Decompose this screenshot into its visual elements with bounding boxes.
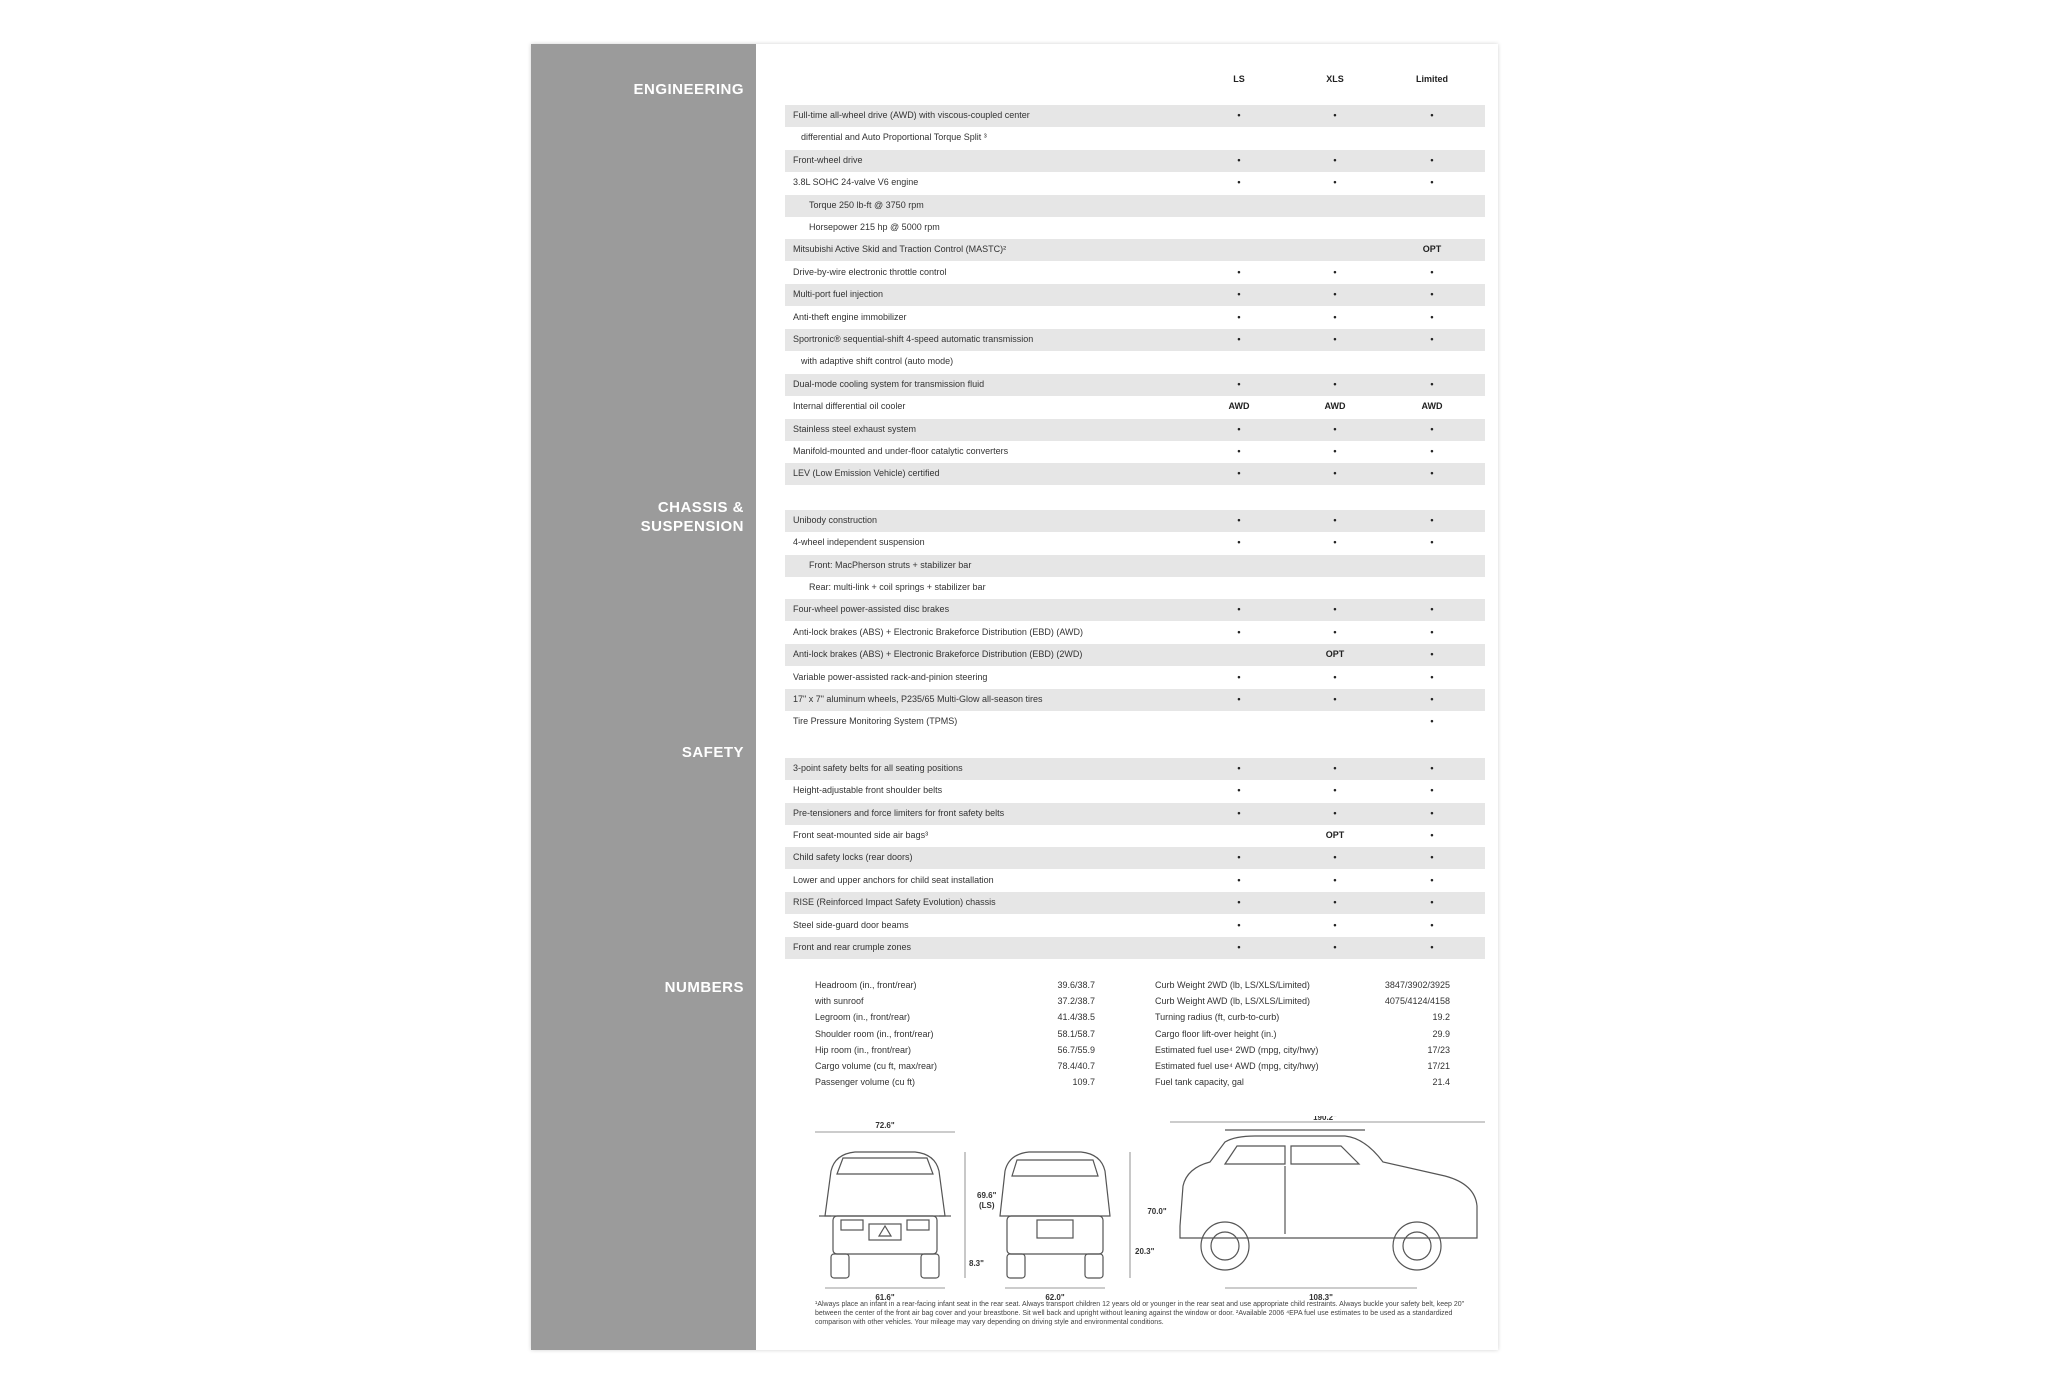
spec-row-label: 3-point safety belts for all seating positions (793, 762, 963, 773)
spec-cell-limited: • (1430, 378, 1434, 389)
spec-cell-limited: • (1430, 671, 1434, 682)
spec-cell-ls: • (1237, 537, 1241, 548)
spec-cell-ls: • (1237, 289, 1241, 300)
spec-cell-ls: • (1237, 154, 1241, 165)
spec-cell-limited: • (1430, 874, 1434, 885)
spec-row-label: 4-wheel independent suspension (793, 537, 925, 548)
spec-cell-xls: AWD (1324, 401, 1346, 412)
numbers-label: Curb Weight 2WD (lb, LS/XLS/Limited) (1155, 980, 1310, 990)
spec-row-label: Height-adjustable front shoulder belts (793, 785, 943, 796)
spec-cell-xls: • (1333, 807, 1337, 818)
spec-cell-limited: • (1430, 289, 1434, 300)
numbers-value: 78.4/40.7 (1057, 1061, 1095, 1071)
spec-cell-ls: • (1237, 468, 1241, 479)
spec-cell-limited: • (1430, 334, 1434, 344)
spec-row (785, 217, 1485, 239)
numbers-value: 3847/3902/3925 (1384, 980, 1450, 990)
spec-row (785, 396, 1485, 418)
spec-cell-ls: • (1237, 311, 1241, 322)
spec-cell-ls: • (1237, 852, 1241, 863)
dim-front-width: 72.6" (875, 1121, 895, 1130)
spec-row-label: Internal differential oil cooler (793, 401, 906, 412)
spec-cell-xls: • (1333, 785, 1337, 796)
spec-cell-xls: OPT (1325, 649, 1345, 660)
spec-cell-ls: • (1237, 942, 1241, 952)
spec-cell-limited: • (1430, 716, 1434, 727)
spec-row-label: Lower and upper anchors for child seat installation (793, 874, 994, 885)
numbers-label: Curb Weight AWD (lb, LS/XLS/Limited) (1155, 996, 1311, 1007)
numbers-value: 37.2/38.7 (1057, 996, 1095, 1007)
numbers-value: 19.2 (1432, 1012, 1450, 1023)
spec-cell-ls: • (1237, 334, 1241, 344)
spec-cell-ls: • (1237, 446, 1241, 456)
spec-row (785, 667, 1485, 689)
numbers-label: Shoulder room (in., front/rear) (815, 1028, 934, 1039)
spec-cell-xls: • (1333, 289, 1337, 300)
spec-row (785, 172, 1485, 194)
numbers-value: 4075/4124/4158 (1384, 996, 1450, 1007)
spec-row-label: Torque 250 lb-ft @ 3750 rpm (809, 199, 924, 210)
spec-cell-limited: • (1430, 942, 1434, 952)
spec-row-label: Front-wheel drive (793, 154, 863, 165)
numbers-value: 56.7/55.9 (1057, 1044, 1095, 1055)
numbers-label: Cargo volume (cu ft, max/rear) (815, 1061, 938, 1071)
spec-cell-ls: • (1237, 378, 1241, 389)
spec-cell-xls: • (1333, 942, 1337, 952)
spec-cell-xls: • (1333, 154, 1337, 165)
spec-cell-limited: • (1430, 423, 1434, 434)
spec-row (785, 127, 1485, 149)
spec-row-label: Front seat-mounted side air bags³ (793, 830, 929, 840)
numbers-value: 17/23 (1427, 1044, 1450, 1055)
section-title-numbers (665, 978, 744, 997)
numbers-row (815, 1059, 1100, 1075)
spec-cell-xls: • (1333, 762, 1337, 773)
spec-cell-xls: • (1333, 537, 1337, 548)
spec-cell-xls: • (1333, 311, 1337, 322)
numbers-row (1155, 994, 1455, 1010)
spec-cell-xls: • (1333, 694, 1337, 704)
spec-cell-ls: • (1237, 604, 1241, 615)
numbers-row (1155, 1027, 1455, 1043)
section-title-line: NUMBERS (664, 979, 744, 996)
dim-rear-height: 20.3" (1135, 1247, 1155, 1256)
spec-row (785, 351, 1485, 373)
spec-cell-xls: • (1333, 423, 1337, 434)
spec-cell-ls: • (1237, 423, 1241, 434)
spec-row-label: Child safety locks (rear doors) (793, 852, 913, 863)
spec-row-label: Variable power-assisted rack-and-pinion steering (793, 671, 988, 682)
spec-row (785, 150, 1485, 172)
numbers-row (1155, 1010, 1455, 1026)
numbers-row (815, 978, 1100, 994)
spec-cell-limited: • (1430, 154, 1434, 165)
spec-cell-limited: • (1430, 830, 1434, 840)
spec-cell-limited: • (1430, 266, 1434, 277)
column-header-xls: XLS (1326, 74, 1344, 84)
spec-cell-limited: • (1430, 514, 1434, 525)
section-title-chassis (641, 498, 744, 536)
spec-row (785, 780, 1485, 802)
spec-cell-ls: • (1237, 919, 1241, 930)
numbers-label: Headroom (in., front/rear) (815, 980, 917, 990)
section-title-line: SUSPENSION (640, 518, 744, 535)
spec-row (785, 825, 1485, 847)
spec-cell-xls: OPT (1325, 830, 1345, 840)
dim-ground-clearance: 8.3" (969, 1259, 984, 1268)
rear-view-drawing (1000, 1152, 1110, 1278)
spec-row (785, 329, 1485, 351)
spec-cell-xls: • (1333, 514, 1337, 525)
spec-row (785, 599, 1485, 621)
numbers-row (815, 1043, 1100, 1059)
spec-row-label: Stainless steel exhaust system (793, 423, 917, 434)
spec-row-label: Anti-theft engine immobilizer (793, 311, 907, 322)
spec-row-label: Front: MacPherson struts + stabilizer bar (809, 559, 972, 570)
dim-side-height: 70.0" (1147, 1207, 1167, 1216)
spec-cell-xls: • (1333, 671, 1337, 682)
spec-row-label: Drive-by-wire electronic throttle control (793, 266, 947, 277)
spec-cell-ls: • (1237, 897, 1241, 908)
spec-cell-limited: • (1430, 852, 1434, 863)
spec-cell-ls: • (1237, 785, 1241, 796)
spec-cell-limited: • (1430, 694, 1434, 704)
dim-overall-length: 190.2" (1313, 1116, 1337, 1122)
spec-row-label: Anti-lock brakes (ABS) + Electronic Brakeforce Distribution (EBD) (AWD) (793, 626, 1083, 637)
spec-cell-limited: • (1430, 537, 1434, 548)
spec-cell-xls: • (1333, 177, 1337, 188)
spec-row-label: Unibody construction (793, 514, 878, 525)
numbers-label: Turning radius (ft, curb-to-curb) (1155, 1012, 1280, 1023)
spec-cell-ls: • (1237, 671, 1241, 682)
spec-row (785, 374, 1485, 396)
spec-row-label: with adaptive shift control (auto mode) (801, 356, 954, 367)
spec-cell-limited: OPT (1422, 244, 1442, 255)
spec-cell-ls: AWD (1228, 401, 1250, 412)
numbers-value: 58.1/58.7 (1057, 1028, 1095, 1039)
section-title-line: SAFETY (681, 744, 744, 761)
numbers-value: 41.4/38.5 (1057, 1012, 1095, 1023)
spec-row (785, 195, 1485, 217)
spec-cell-xls: • (1333, 919, 1337, 930)
numbers-row (1155, 1075, 1455, 1091)
spec-cell-ls: • (1237, 177, 1241, 188)
spec-row-label: Four-wheel power-assisted disc brakes (793, 604, 950, 615)
section-title-line: ENGINEERING (633, 81, 744, 98)
side-view-drawing (1180, 1130, 1477, 1270)
spec-content (785, 44, 1485, 1350)
spec-row-label: Multi-port fuel injection (793, 289, 884, 300)
spec-row (785, 622, 1485, 644)
spec-row-label: Horsepower 215 hp @ 5000 rpm (809, 222, 940, 232)
front-view-drawing (819, 1152, 951, 1278)
spec-row (785, 803, 1485, 825)
footnote: ¹Always place an infant in a rear-facing infant seat in the rear seat. Always transport children 12 years old or younger in the rear seat and use appropriate child restraints. Always buckle your safety belt, keep 20" between the center of the front air bag cover and your breastbone. Sit well back and upright without leaning against the window or door. ²Available 2006 ⁴EPA fuel use estimates to be used as a standardized comparison with other vehicles. Your mileage may vary depending on driving style and environmental conditions. (815, 1301, 1465, 1326)
spec-row-label: Sportronic® sequential-shift 4-speed automatic transmission (793, 334, 1034, 344)
dim-front-track: 61.6" (875, 1293, 895, 1302)
section-sidebar (531, 44, 756, 1350)
spec-cell-xls: • (1333, 468, 1337, 479)
dim-rear-track: 62.0" (1045, 1293, 1065, 1302)
spec-row (785, 419, 1485, 441)
spec-row-label: Mitsubishi Active Skid and Traction Control (MASTC)² (793, 244, 1007, 255)
spec-cell-xls: • (1333, 110, 1337, 120)
spec-cell-limited: • (1430, 311, 1434, 322)
spec-row (785, 758, 1485, 780)
numbers-label: Legroom (in., front/rear) (815, 1012, 911, 1023)
spec-row-label: Dual-mode cooling system for transmission fluid (793, 378, 985, 389)
spec-row (785, 870, 1485, 892)
spec-row-label: Tire Pressure Monitoring System (TPMS) (793, 716, 958, 727)
numbers-row (815, 1010, 1100, 1026)
spec-row (785, 307, 1485, 329)
spec-row-label: Front and rear crumple zones (793, 942, 912, 952)
spec-row-label: Steel side-guard door beams (793, 919, 909, 930)
spec-cell-limited: • (1430, 446, 1434, 456)
spec-row-label: RISE (Reinforced Impact Safety Evolution) chassis (793, 897, 996, 908)
numbers-value: 17/21 (1427, 1061, 1450, 1071)
spec-row-label: differential and Auto Proportional Torque Split ³ (801, 132, 987, 143)
spec-row (785, 239, 1485, 261)
spec-cell-limited: • (1430, 762, 1434, 773)
spec-row (785, 441, 1485, 463)
numbers-row (815, 1075, 1100, 1091)
numbers-label: Hip room (in., front/rear) (815, 1044, 912, 1055)
numbers-value: 21.4 (1432, 1077, 1450, 1088)
numbers-label: Estimated fuel use⁴ 2WD (mpg, city/hwy) (1155, 1044, 1319, 1055)
column-header-limited: Limited (1415, 74, 1448, 84)
spec-row (785, 105, 1485, 127)
spec-cell-ls: • (1237, 514, 1241, 525)
section-title-engineering (633, 80, 744, 99)
spec-cell-xls: • (1333, 626, 1337, 637)
spec-row (785, 262, 1485, 284)
numbers-value: 29.9 (1432, 1028, 1450, 1039)
spec-row (785, 937, 1485, 959)
spec-row (785, 284, 1485, 306)
spec-cell-ls: • (1237, 626, 1241, 637)
numbers-row (815, 1027, 1100, 1043)
section-title-line: CHASSIS & (657, 499, 744, 516)
spec-cell-ls: • (1237, 762, 1241, 773)
spec-cell-xls: • (1333, 874, 1337, 885)
spec-cell-limited: AWD (1421, 401, 1443, 412)
spec-cell-ls: • (1237, 807, 1241, 818)
dim-wheelbase: 108.3" (1309, 1293, 1333, 1302)
spec-cell-limited: • (1430, 649, 1434, 660)
spec-row-label: Manifold-mounted and under-floor catalytic converters (793, 446, 1009, 456)
dim-front-height-note: (LS) (979, 1201, 995, 1210)
spec-row (785, 689, 1485, 711)
spec-cell-limited: • (1430, 468, 1434, 479)
numbers-row (1155, 1043, 1455, 1059)
spec-cell-xls: • (1333, 266, 1337, 277)
spec-row-label: Full-time all-wheel drive (AWD) with viscous-coupled center (793, 110, 1030, 120)
spec-row-label: 3.8L SOHC 24-valve V6 engine (793, 177, 919, 188)
spec-cell-ls: • (1237, 266, 1241, 277)
spec-row (785, 532, 1485, 554)
column-header-ls: LS (1233, 74, 1245, 84)
spec-row (785, 711, 1485, 733)
numbers-row (815, 994, 1100, 1010)
vehicle-dimension-diagrams (785, 1116, 1485, 1326)
spec-cell-limited: • (1430, 110, 1434, 120)
spec-row-label: 17" x 7" aluminum wheels, P235/65 Multi-Glow all-season tires (793, 694, 1043, 704)
spec-cell-limited: • (1430, 807, 1434, 818)
dim-front-height: 69.6" (977, 1191, 997, 1200)
spec-row-label: LEV (Low Emission Vehicle) certified (793, 468, 940, 479)
numbers-value: 39.6/38.7 (1057, 980, 1095, 990)
spec-cell-limited: • (1430, 177, 1434, 188)
spec-cell-ls: • (1237, 694, 1241, 704)
numbers-label: Passenger volume (cu ft) (815, 1077, 916, 1088)
numbers-label: with sunroof (815, 996, 864, 1007)
numbers-row (1155, 978, 1455, 994)
numbers-row (1155, 1059, 1455, 1075)
numbers-label: Fuel tank capacity, gal (1155, 1077, 1244, 1088)
spec-row-label: Pre-tensioners and force limiters for front safety belts (793, 807, 1005, 818)
spec-row (785, 577, 1485, 599)
spec-cell-xls: • (1333, 446, 1337, 456)
spec-row (785, 644, 1485, 666)
spec-cell-xls: • (1333, 852, 1337, 863)
spec-cell-limited: • (1430, 919, 1434, 930)
spec-cell-limited: • (1430, 604, 1434, 615)
spec-row (785, 510, 1485, 532)
dimension-lines (815, 1122, 1485, 1288)
spec-sheet-page (531, 44, 1498, 1350)
numbers-value: 109.7 (1072, 1077, 1095, 1088)
numbers-label: Cargo floor lift-over height (in.) (1155, 1028, 1277, 1039)
spec-cell-xls: • (1333, 334, 1337, 344)
spec-row-label: Anti-lock brakes (ABS) + Electronic Brakeforce Distribution (EBD) (2WD) (793, 649, 1083, 660)
spec-cell-limited: • (1430, 785, 1434, 796)
spec-row (785, 892, 1485, 914)
spec-row (785, 463, 1485, 485)
numbers-right-list (1155, 978, 1455, 1098)
spec-cell-limited: • (1430, 626, 1434, 637)
spec-row (785, 555, 1485, 577)
spec-cell-limited: • (1430, 897, 1434, 908)
spec-row (785, 847, 1485, 869)
section-title-safety (682, 743, 744, 762)
spec-row (785, 915, 1485, 937)
numbers-left-list (815, 978, 1100, 1098)
spec-cell-xls: • (1333, 378, 1337, 389)
spec-cell-ls: • (1237, 110, 1241, 120)
spec-cell-xls: • (1333, 604, 1337, 615)
spec-cell-xls: • (1333, 897, 1337, 908)
numbers-label: Estimated fuel use⁴ AWD (mpg, city/hwy) (1155, 1061, 1319, 1071)
spec-row-label: Rear: multi-link + coil springs + stabilizer bar (809, 582, 986, 592)
spec-cell-ls: • (1237, 874, 1241, 885)
